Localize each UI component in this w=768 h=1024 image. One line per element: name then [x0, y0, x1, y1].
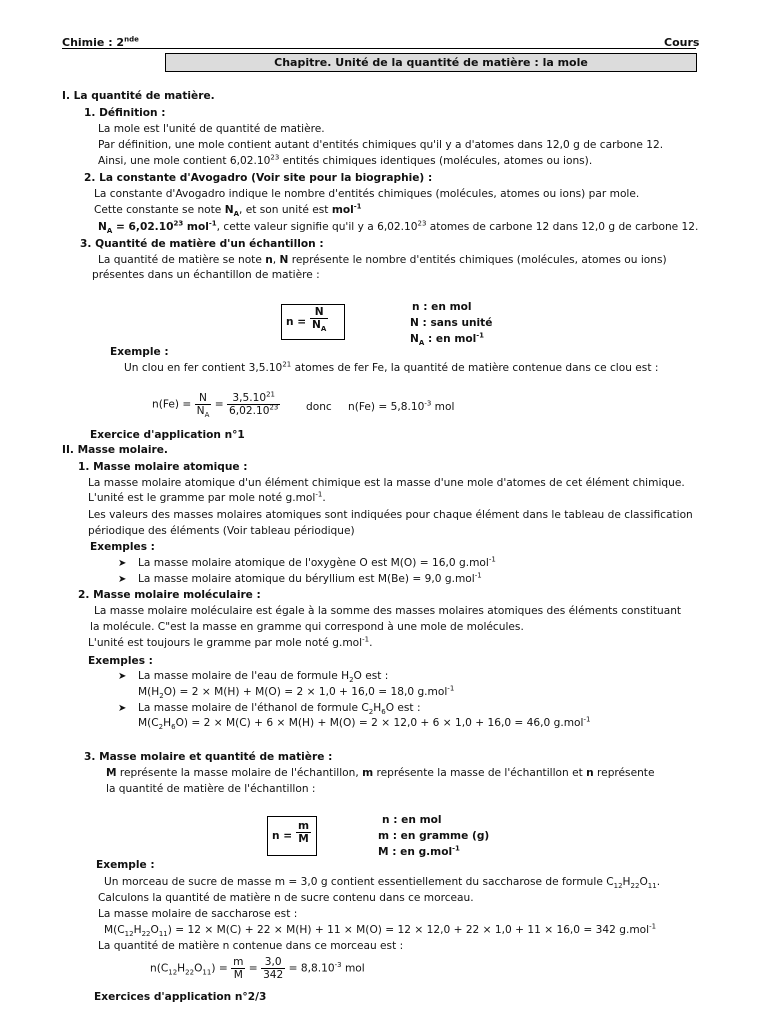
- example-title: Exemples :: [88, 655, 153, 667]
- formula-legend: N : sans unité: [410, 317, 493, 329]
- formula-box-n-N: [281, 304, 345, 340]
- example-text: Un morceau de sucre de masse m = 3,0 g contient essentiellement du saccharose de formule $C_{12}H_{22}O_{11}$.: [104, 876, 661, 891]
- formula-legend: M : en g.mol$^{-1}$: [378, 844, 460, 858]
- calc-result: $n(Fe) = 5,8.10^{-3}$ mol: [348, 399, 455, 413]
- formula-legend: $N_A$ : en mol$^{-1}$: [410, 331, 485, 348]
- example-text: La quantité de matière n contenue dans ce morceau est :: [98, 940, 404, 952]
- formula-lhs: n =: [286, 316, 307, 328]
- formula-box-n-m-M: [267, 816, 317, 856]
- bullet-text: La masse molaire atomique de l'oxygène O est M(O) = 16,0 g.mol$^{-1}$: [138, 555, 496, 569]
- document-type: Cours: [664, 36, 700, 49]
- arrow-bullet-icon: ➤: [118, 703, 127, 714]
- section-1-title: I. La quantité de matière.: [62, 90, 215, 102]
- subsection-1-2-title: 2. La constante d'Avogadro (Voir site pour la biographie) :: [84, 172, 433, 184]
- calc-n-fe: n(Fe) = $\frac{N}{N_A}$ = $\frac{3,5.10^{21}}{6,02.10^{23}}$: [152, 390, 279, 420]
- subsection-1-3-title: 3. Quantité de matière d'un échantillon :: [80, 238, 324, 250]
- example-title: Exemples :: [90, 541, 155, 553]
- formula-line: $M(C_{12}H_{22}O_{11}) = 12 \times M(C) + 22 \times M(H) + 11 \times M(O) = 12 \times 12,0 + 22 \times 1,0 + 11 \times 16,0 = 342$ g.mol$^{-1}$: [104, 922, 657, 939]
- subsection-2-3-title: 3. Masse molaire et quantité de matière :: [84, 751, 333, 763]
- paragraph: La masse molaire moléculaire est égale à la somme des masses molaires atomiques des éléments constituant: [94, 605, 682, 617]
- example-text: La masse molaire de saccharose est :: [98, 908, 298, 920]
- paragraph: La constante d'Avogadro indique le nombre d'entités chimiques (molécules, atomes ou ions) par mole.: [94, 188, 640, 200]
- bullet-text: La masse molaire atomique du béryllium est M(Be) = 9,0 g.mol$^{-1}$: [138, 571, 482, 585]
- arrow-bullet-icon: ➤: [118, 574, 127, 585]
- example-text: Un clou en fer contient 3,5.10$^{21}$ atomes de fer Fe, la quantité de matière contenue dans ce clou est :: [124, 360, 659, 374]
- formula-legend: m : en gramme (g): [378, 830, 490, 842]
- example-text: Calculons la quantité de matière n de sucre contenu dans ce morceau.: [98, 892, 474, 904]
- subsection-2-1-title: 1. Masse molaire atomique :: [78, 461, 248, 473]
- formula-line: $M(H_2O) = 2 \times M(H) + M(O) = 2 \times 1,0 + 16,0 = 18,0$ g.mol$^{-1}$: [138, 684, 455, 701]
- formula-fraction: $\frac{m}{M}$: [298, 820, 310, 845]
- chapter-title: Chapitre. Unité de la quantité de matière : la mole: [165, 53, 697, 72]
- bullet-text: La masse molaire de l'éthanol de formule $C_2H_6O$ est :: [138, 702, 421, 717]
- exercise-reference: Exercice d'application n°1: [90, 429, 245, 441]
- subsection-2-2-title: 2. Masse molaire moléculaire :: [78, 589, 261, 601]
- paragraph: la quantité de matière de l'échantillon :: [106, 783, 316, 795]
- formula-legend: n : en mol: [382, 814, 442, 826]
- section-2-title: II. Masse molaire.: [62, 444, 168, 456]
- bullet-item: [118, 557, 126, 569]
- calc-n-sucre: $n(C_{12}H_{22}O_{11})$ = $\frac{m}{M}$ = $\frac{3,0}{342}$ = $8,8.10^{-3}$ mol: [150, 956, 365, 981]
- paragraph: Ainsi, une mole contient 6,02.10$^{23}$ entités chimiques identiques (molécules, atomes ou ions).: [98, 153, 593, 167]
- header-rule: [62, 48, 696, 49]
- paragraph: L'unité est toujours le gramme par mole noté g.mol$^{-1}$.: [88, 635, 373, 649]
- bullet-item: [118, 702, 126, 714]
- paragraph: Les valeurs des masses molaires atomiques sont indiquées pour chaque élément dans le tableau de classification: [88, 509, 693, 521]
- example-title: Exemple :: [96, 859, 155, 871]
- formula-line: $M(C_2H_6O) = 2 \times M(C) + 6 \times M(H) + M(O) = 2 \times 12,0 + 6 \times 1,0 + 16,0 = 46,0$ g.mol$^{-1}$: [138, 715, 591, 732]
- paragraph: périodique des éléments (Voir tableau périodique): [88, 525, 355, 537]
- paragraph: L'unité est le gramme par mole noté g.mol$^{-1}$.: [88, 490, 326, 504]
- paragraph: La mole est l'unité de quantité de matière.: [98, 123, 325, 135]
- bullet-text: La masse molaire de l'eau de formule $H_2O$ est :: [138, 670, 389, 685]
- arrow-bullet-icon: ➤: [118, 558, 127, 569]
- paragraph: Par définition, une mole contient autant d'entités chimiques qu'il y a d'atomes dans 12,0 g de carbone 12.: [98, 139, 664, 151]
- formula-fraction: $\frac{N}{N_A}$: [312, 306, 327, 334]
- arrow-bullet-icon: ➤: [118, 671, 127, 682]
- paragraph: M représente la masse molaire de l'échantillon, m représente la masse de l'échantillon et n représente: [106, 767, 655, 779]
- paragraph: La masse molaire atomique d'un élément chimique est la masse d'une mole d'atomes de cet élément chimique.: [88, 477, 685, 489]
- example-title: Exemple :: [110, 346, 169, 358]
- avogadro-value: $N_A = 6,02.10^{23}$ mol$^{-1}$, cette valeur signifie qu'il y a 6,02.10$^{23}$ atomes de carbone 12 dans 12,0 g de carbone 12.: [98, 219, 699, 236]
- subsection-1-1-title: 1. Définition :: [84, 107, 166, 119]
- exercise-reference: Exercices d'application n°2/3: [94, 991, 267, 1003]
- formula-lhs: n =: [272, 830, 293, 842]
- bullet-item: [118, 573, 126, 585]
- paragraph: Cette constante se note $N_A$, et son unité est mol$^{-1}$: [94, 202, 362, 219]
- paragraph: présentes dans un échantillon de matière :: [92, 269, 320, 281]
- paragraph: la molécule. C"est la masse en gramme qui correspond à une mole de molécules.: [90, 621, 524, 633]
- bullet-item: [118, 670, 126, 682]
- calc-conclusion: donc: [306, 401, 332, 413]
- formula-legend: n : en mol: [412, 301, 472, 313]
- subject-label: Chimie : 2nde: [62, 35, 139, 49]
- paragraph: La quantité de matière se note n, N représente le nombre d'entités chimiques (molécules, atomes ou ions): [98, 254, 667, 266]
